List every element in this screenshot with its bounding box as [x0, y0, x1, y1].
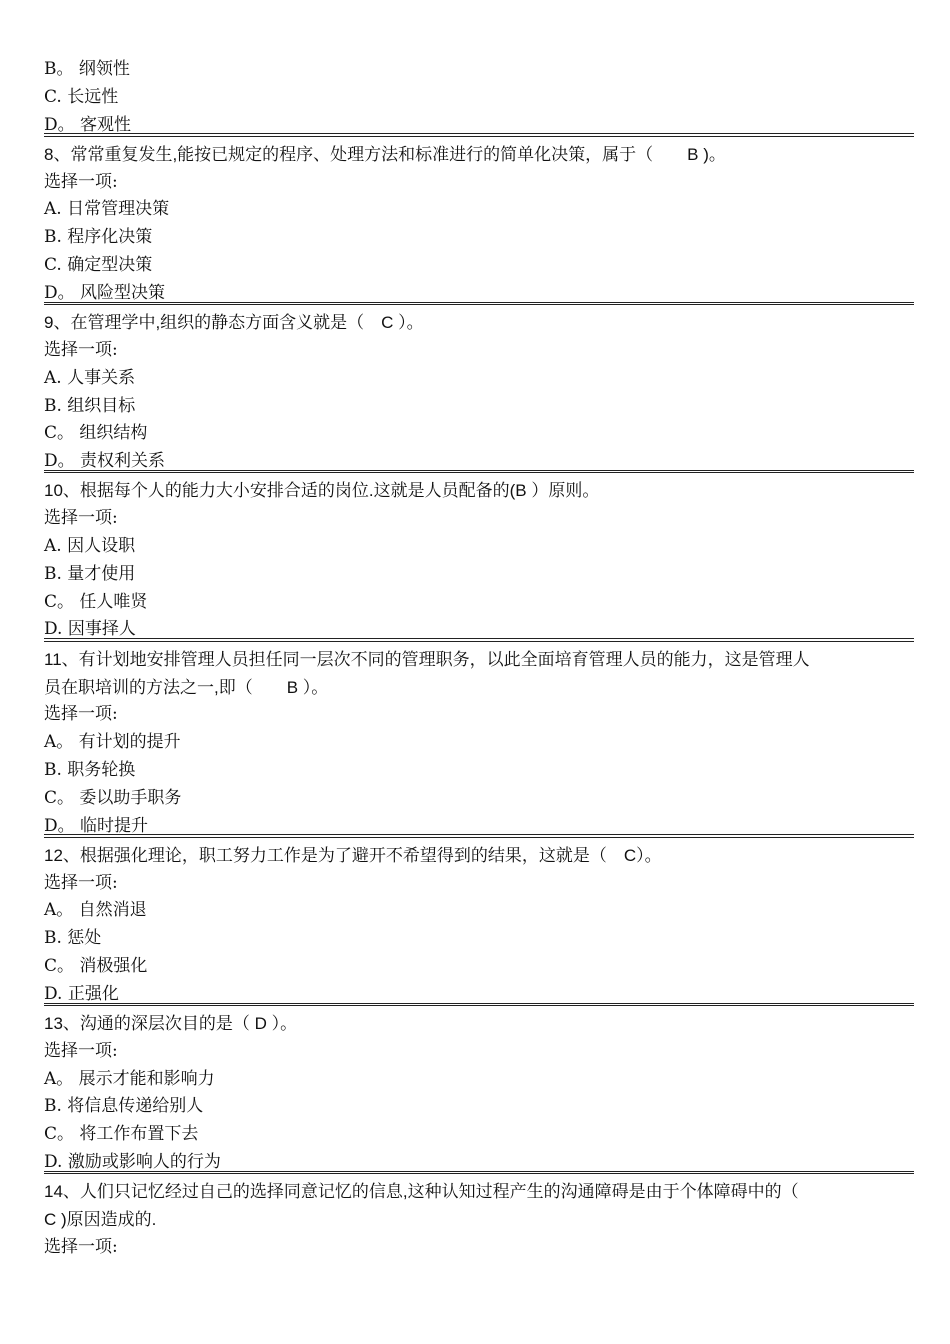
option-line: C。 委以助手职务 — [44, 787, 182, 808]
select-prompt: 选择一项: — [44, 171, 118, 192]
option-line: A. 因人设职 — [44, 536, 136, 557]
document-page — [44, 56, 914, 1262]
option-line: A. 人事关系 — [44, 367, 136, 388]
option-line: D. 因事择人 — [44, 619, 136, 640]
question-stem: 13、沟通的深层次目的是（ D ）。 — [44, 1014, 298, 1034]
separator-rule — [44, 834, 914, 838]
option-line: B. 量才使用 — [44, 563, 136, 584]
option-line: C。 消极强化 — [44, 956, 148, 976]
option-line: C。 任人唯贤 — [44, 591, 148, 612]
separator-rule — [44, 1003, 914, 1007]
select-prompt: 选择一项: — [44, 872, 118, 893]
option-line: C. 确定型决策 — [44, 255, 153, 276]
option-line: B。 纲领性 — [44, 59, 130, 79]
separator-rule — [44, 302, 914, 306]
select-prompt: 选择一项: — [44, 508, 118, 529]
option-line: D。 临时提升 — [44, 815, 149, 836]
option-line: B. 组织目标 — [44, 395, 136, 416]
option-line: A。 展示才能和影响力 — [44, 1068, 215, 1089]
question-stem: 12、根据强化理论，职工努力工作是为了避开不希望得到的结果，这就是（ C）。 — [44, 845, 662, 865]
question-stem: 9、在管理学中,组织的静态方面含义就是（ C ）。 — [44, 313, 424, 333]
separator-rule — [44, 638, 914, 642]
option-line: A. 日常管理决策 — [44, 199, 170, 220]
option-line: D。 客观性 — [44, 114, 132, 135]
option-line: D. 激励或影响人的行为 — [44, 1152, 221, 1173]
separator-rule — [44, 470, 914, 474]
separator-rule — [44, 133, 914, 137]
select-prompt: 选择一项: — [44, 1040, 118, 1061]
option-line: C。 组织结构 — [44, 423, 148, 444]
select-prompt: 选择一项: — [44, 339, 118, 360]
option-line: A。 有计划的提升 — [44, 732, 181, 753]
question-stem: 8、常常重复发生,能按已规定的程序、处理方法和标准进行的简单化决策，属于（ B )。 — [44, 144, 726, 164]
option-line: C. 长远性 — [44, 86, 119, 107]
question-stem-continued: 员在职培训的方法之一,即（ B ）。 — [44, 677, 329, 697]
option-line: A。 自然消退 — [44, 900, 147, 921]
select-prompt: 选择一项: — [44, 704, 118, 725]
question-stem-continued: C )原因造成的. — [44, 1210, 157, 1230]
select-prompt: 选择一项: — [44, 1236, 118, 1257]
option-line: B. 将信息传递给别人 — [44, 1096, 204, 1117]
question-stem: 11、有计划地安排管理人员担任同一层次不同的管理职务，以此全面培育管理人员的能力，这是管理人 — [44, 649, 810, 669]
option-line: B. 程序化决策 — [44, 227, 153, 248]
question-stem: 10、根据每个人的能力大小安排合适的岗位.这就是人员配备的(B ）原则。 — [44, 481, 600, 501]
option-line: D。 风险型决策 — [44, 282, 166, 303]
option-line: B. 职务轮换 — [44, 759, 136, 780]
question-stem: 14、人们只记忆经过自己的选择同意记忆的信息,这种认知过程产生的沟通障碍是由于个体障碍中的（ — [44, 1182, 799, 1202]
option-line: D. 正强化 — [44, 983, 119, 1004]
option-line: D。 责权利关系 — [44, 451, 166, 472]
option-line: B. 惩处 — [44, 928, 102, 949]
option-line: C。 将工作布置下去 — [44, 1124, 199, 1145]
